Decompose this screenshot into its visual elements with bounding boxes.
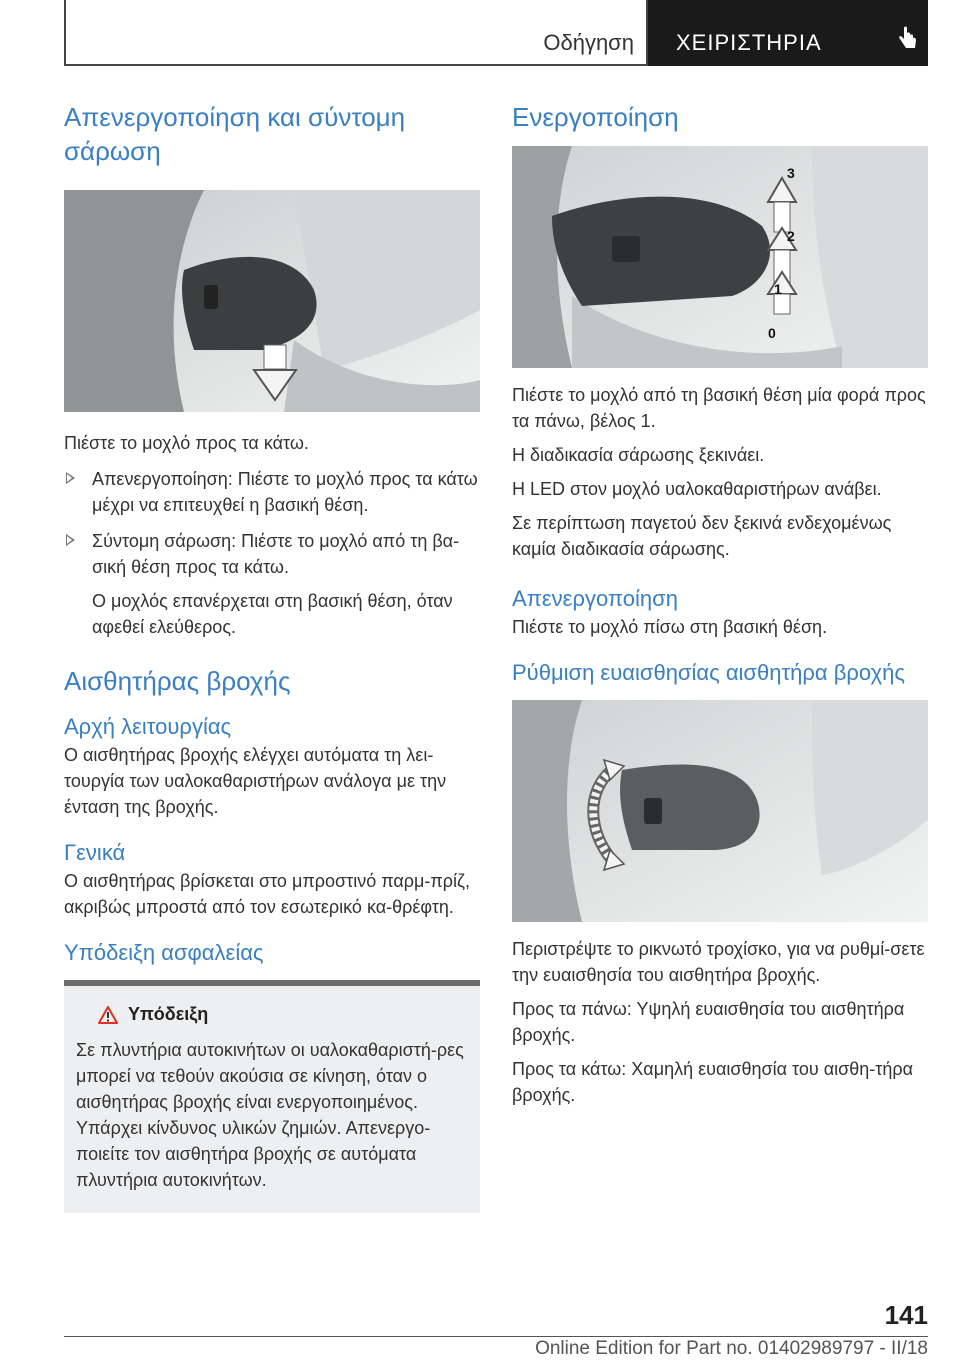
bullet-triangle-icon bbox=[66, 472, 75, 484]
sensitivity-text-1: Περιστρέψτε το ρικνωτό τροχίσκο, για να ρυθμί-σετε την ευαισθησία του αισθητήρα βροχής. bbox=[512, 939, 925, 985]
edition-text: Online Edition for Part no. 01402989797 - II/18 bbox=[535, 1338, 928, 1359]
footer-divider bbox=[64, 1336, 928, 1337]
activation-text-4: Σε περίπτωση παγετού δεν ξεκινά ενδεχομένως καμία διαδικασία σάρωσης. bbox=[512, 513, 892, 559]
figure-lever-down bbox=[64, 190, 480, 412]
heading-safety-note: Υπόδειξη ασφαλείας bbox=[64, 940, 264, 965]
heading-deactivation: Απενεργοποίηση bbox=[512, 586, 678, 611]
notice-box bbox=[64, 980, 480, 1213]
lever-down-illustration bbox=[64, 190, 480, 412]
warning-triangle-icon bbox=[98, 1006, 118, 1024]
step-list bbox=[64, 466, 480, 580]
heading-sensitivity: Ρύθμιση ευαισθησίας αισθητήρα βροχής bbox=[512, 660, 905, 685]
bullet-triangle-icon bbox=[66, 534, 75, 546]
activation-text-2: Η διαδικασία σάρωσης ξεκινάει. bbox=[512, 445, 765, 465]
left-column bbox=[64, 100, 480, 1213]
figure-label-2: 2 bbox=[787, 228, 795, 244]
activation-text-1: Πιέστε το μοχλό από τη βασική θέση μία φορά προς τα πάνω, βέλος 1. bbox=[512, 385, 926, 431]
page-number: 141 bbox=[884, 1300, 928, 1330]
section-tab bbox=[64, 0, 648, 66]
heading-principle: Αρχή λειτουργίας bbox=[64, 714, 232, 739]
chapter-tab bbox=[648, 0, 928, 66]
heading-rain-sensor: Αισθητήρας βροχής bbox=[64, 666, 291, 696]
intro-text: Πιέστε το μοχλό προς τα κάτω. bbox=[64, 433, 309, 453]
figure-label-0: 0 bbox=[768, 325, 776, 341]
knurled-wheel-illustration bbox=[512, 700, 928, 922]
notice-title: Υπόδειξη bbox=[98, 1004, 464, 1025]
chapter-label: ΧΕΙΡΙΣΤΗΡΙΑ bbox=[676, 30, 822, 55]
heading-activation: Ενεργοποίηση bbox=[512, 102, 679, 132]
hand-pointer-icon bbox=[896, 26, 918, 52]
figure-lever-up bbox=[512, 146, 928, 368]
heading-deactivation-short-wipe: Απενεργοποίηση και σύντομη σάρωση bbox=[64, 102, 406, 166]
activation-text-3: Η LED στον μοχλό υαλοκαθαριστήρων ανάβει. bbox=[512, 479, 882, 499]
bullet-note: Ο μοχλός επανέρχεται στη βασική θέση, όταν αφεθεί ελεύθερος. bbox=[92, 591, 453, 637]
figure-label-3: 3 bbox=[787, 165, 795, 181]
list-item: Σύντομη σάρωση: Πιέστε το μοχλό από τη βα-σική θέση προς τα κάτω. bbox=[64, 528, 480, 580]
figure-label-1: 1 bbox=[774, 281, 782, 297]
lever-up-illustration bbox=[512, 146, 928, 368]
page-header bbox=[64, 0, 928, 66]
list-item: Απενεργοποίηση: Πιέστε το μοχλό προς τα κάτω μέχρι να επιτευχθεί η βασική θέση. bbox=[64, 466, 480, 518]
section-label: Οδήγηση bbox=[543, 30, 634, 55]
sensitivity-text-3: Προς τα κάτω: Χαμηλή ευαισθησία του αισθη-τήρα βροχής. bbox=[512, 1059, 914, 1105]
heading-general: Γενικά bbox=[64, 840, 126, 865]
notice-text: Σε πλυντήρια αυτοκινήτων οι υαλοκαθαριστή-ρες μπορεί να τεθούν ακούσια σε κίνηση, όταν ο αισθητήρας βροχής είναι ενεργοποιημένος. Υπάρχει κίνδυνος υλικών ζημιών. Απενεργο-ποιείτε τον αισθητήρα βροχής σε αυτόματα πλυντήρια αυτοκινήτων. bbox=[76, 1040, 464, 1190]
figure-knurled-wheel bbox=[512, 700, 928, 922]
deactivation-text: Πιέστε το μοχλό πίσω στη βασική θέση. bbox=[512, 617, 828, 637]
general-text: Ο αισθητήρας βρίσκεται στο μπροστινό παρμ-πρίζ, ακριβώς μπροστά από τον εσωτερικό κα-θρέφτη. bbox=[64, 871, 470, 917]
right-column bbox=[512, 100, 928, 1108]
principle-text: Ο αισθητήρας βροχής ελέγχει αυτόματα τη λει-τουργία των υαλοκαθαριστήρων ανάλογα με την ένταση της βροχής. bbox=[64, 745, 447, 817]
sensitivity-text-2: Προς τα πάνω: Υψηλή ευαισθησία του αισθητήρα βροχής. bbox=[512, 999, 905, 1045]
